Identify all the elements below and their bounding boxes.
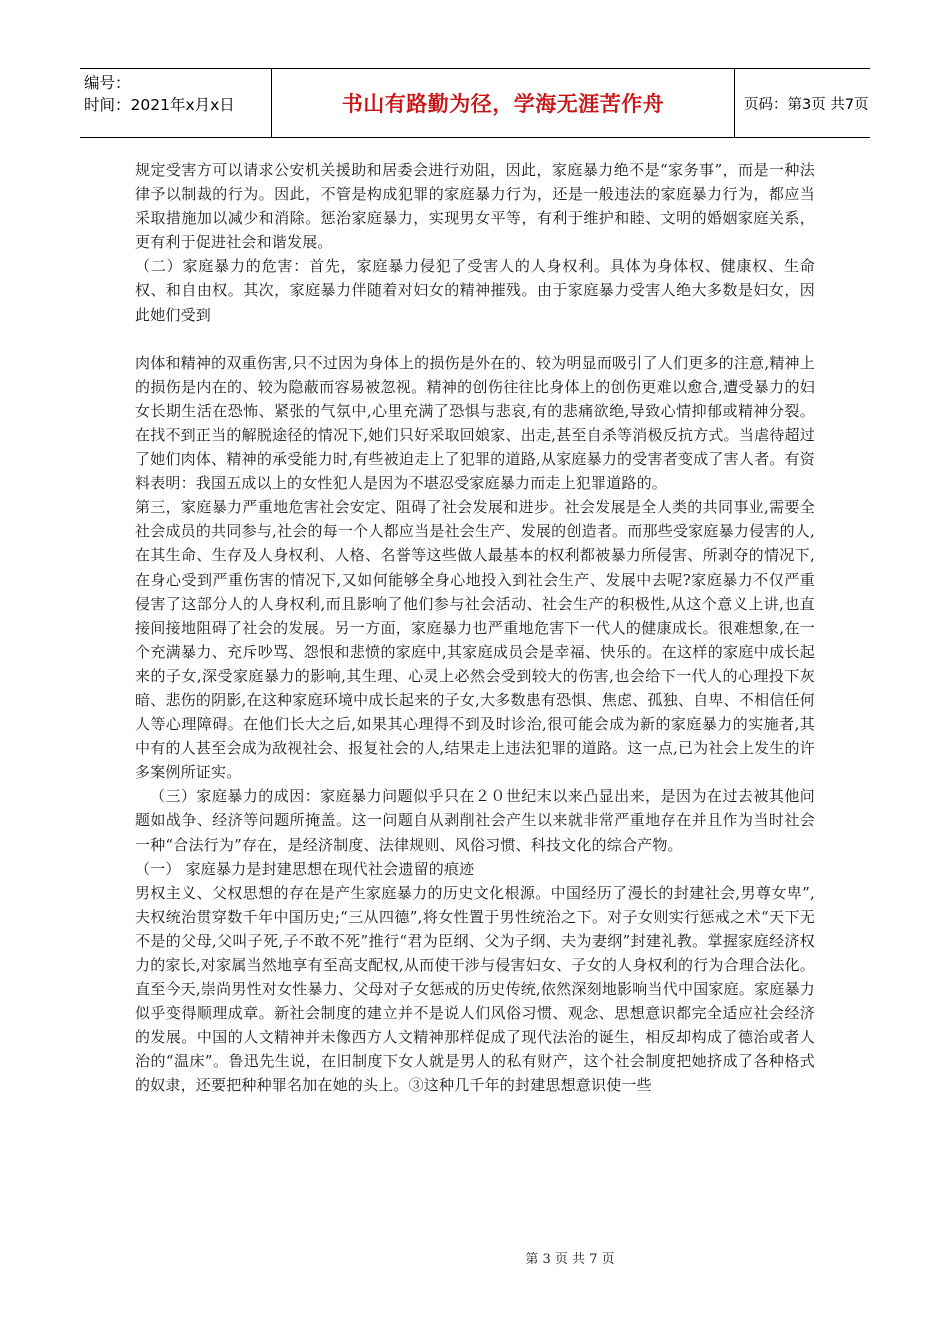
paragraph-gap [135,327,815,351]
date-label: 时间：2021年x月x日 [84,96,235,114]
motto-title: 书山有路勤为径，学海无涯苦作舟 [272,69,735,137]
paragraph-4: 第三，家庭暴力严重地危害社会安定、阻碍了社会发展和进步。社会发展是全人类的共同事业,需要全社会成员的共同参与,社会的每一个人都应当是社会生产、发展的创造者。而那些受家庭暴力侵害的人,在其生命、生存及人身权利、人格、名誉等这些做人最基本的权利都被暴力所侵害、所剥夺的情况下,在身心受到严重伤害的情况下,又如何能够全身心地投入到社会生产、发展中去呢?家庭暴力不仅严重侵害了这部分人的人身权利,而且影响了他们参与社会活动、社会生产的积极性,从这个意义上讲,也直接间接地阻碍了社会的发展。另一方面，家庭暴力也严重地危害下一代人的健康成长。很难想象,在一个充满暴力、充斥吵骂、怨恨和悲愤的家庭中,其家庭成员会是幸福、快乐的。在这样的家庭中成长起来的子女,深受家庭暴力的影响,其生理、心灵上必然会受到较大的伤害,也会给下一代人的心理投下灰暗、悲伤的阴影,在这种家庭环境中成长起来的子女,大多数患有恐惧、焦虑、孤独、自卑、不相信任何人等心理障碍。在他们长大之后,如果其心理得不到及时诊治,很可能会成为新的家庭暴力的实施者,其中有的人甚至会成为敌视社会、报复社会的人,结果走上违法犯罪的道路。这一点,已为社会上发生的许多案例所证实。 [135,498,815,782]
header-meta [80,69,272,137]
document-body [135,158,815,1098]
paragraph-3: 肉体和精神的双重伤害,只不过因为身体上的损伤是外在的、较为明显而吸引了人们更多的注意,精神上的损伤是内在的、较为隐蔽而容易被忽视。精神的创伤往往比身体上的创伤更难以愈合,遭受暴力的妇女长期生活在恐怖、紧张的气氛中,心里充满了恐惧与悲哀,有的悲痛欲绝,导致心情抑郁或精神分裂。在找不到正当的解脱途径的情况下,她们只好采取回娘家、出走,甚至自杀等消极反抗方式。当虐待超过了她们肉体、精神的承受能力时,有些被迫走上了犯罪的道路,从家庭暴力的受害者变成了害人者。有资料表明：我国五成以上的女性犯人是因为不堪忍受家庭暴力而走上犯罪道路的。 [135,353,815,493]
paragraph-2: （二）家庭暴力的危害：首先，家庭暴力侵犯了受害人的人身权利。具体为身体权、健康权、生命权、和自由权。其次，家庭暴力伴随着对妇女的精神摧残。由于家庭暴力受害人绝大多数是妇女，因此她们受到 [135,257,815,324]
paragraph-5: （三）家庭暴力的成因：家庭暴力问题似乎只在２０世纪末以来凸显出来，是因为在过去被其他问题如战争、经济等问题所掩盖。这一问题自从剥削社会产生以来就非常严重地存在并且作为当时社会一种“合法行为”存在，是经济制度、法律规则、风俗习惯、科技文化的综合产物。 [135,787,815,854]
section-heading: （一） 家庭暴力是封建思想在现代社会遗留的痕迹 [135,859,475,878]
serial-number-label: 编号： [84,74,131,92]
page-header [80,68,870,138]
paragraph-1: 规定受害方可以请求公安机关援助和居委会进行劝阻，因此，家庭暴力绝不是“家务事”，而是一种法律予以制裁的行为。因此，不管是构成犯罪的家庭暴力行为，还是一般违法的家庭暴力行为，都应当采取措施加以减少和消除。惩治家庭暴力，实现男女平等，有利于维护和睦、文明的婚姻家庭关系，更有利于促进社会和谐发展。 [135,161,815,252]
page-number-label: 页码：第3页 共7页 [744,96,869,113]
page-footer: 第 3 页 共 7 页 [525,1252,615,1267]
paragraph-6: 男权主义、父权思想的存在是产生家庭暴力的历史文化根源。中国经历了漫长的封建社会,男尊女卑”,夫权统治贯穿数千年中国历史;“三从四德”,将女性置于男性统治之下。对子女则实行惩戒之术“天下无不是的父母,父叫子死,子不敢不死”推行“君为臣纲、父为子纲、夫为妻纲”封建礼教。掌握家庭经济权力的家长,对家属当然地享有至高支配权,从而使干涉与侵害妇女、子女的人身权利的行为合理合法化。直至今天,崇尚男性对女性暴力、父母对子女惩戒的历史传统,依然深刻地影响当代中国家庭。家庭暴力似乎变得顺理成章。新社会制度的建立并不是说人们风俗习惯、观念、思想意识都完全适应社会经济的发展。中国的人文精神并未像西方人文精神那样促成了现代法治的诞生，相反却构成了德治或者人治的“温床”。鲁迅先生说，在旧制度下女人就是男人的私有财产，这个社会制度把她挤成了各种格式的奴隶，还要把种种罪名加在她的头上。③这种几千年的封建思想意识使一些 [135,883,815,1095]
